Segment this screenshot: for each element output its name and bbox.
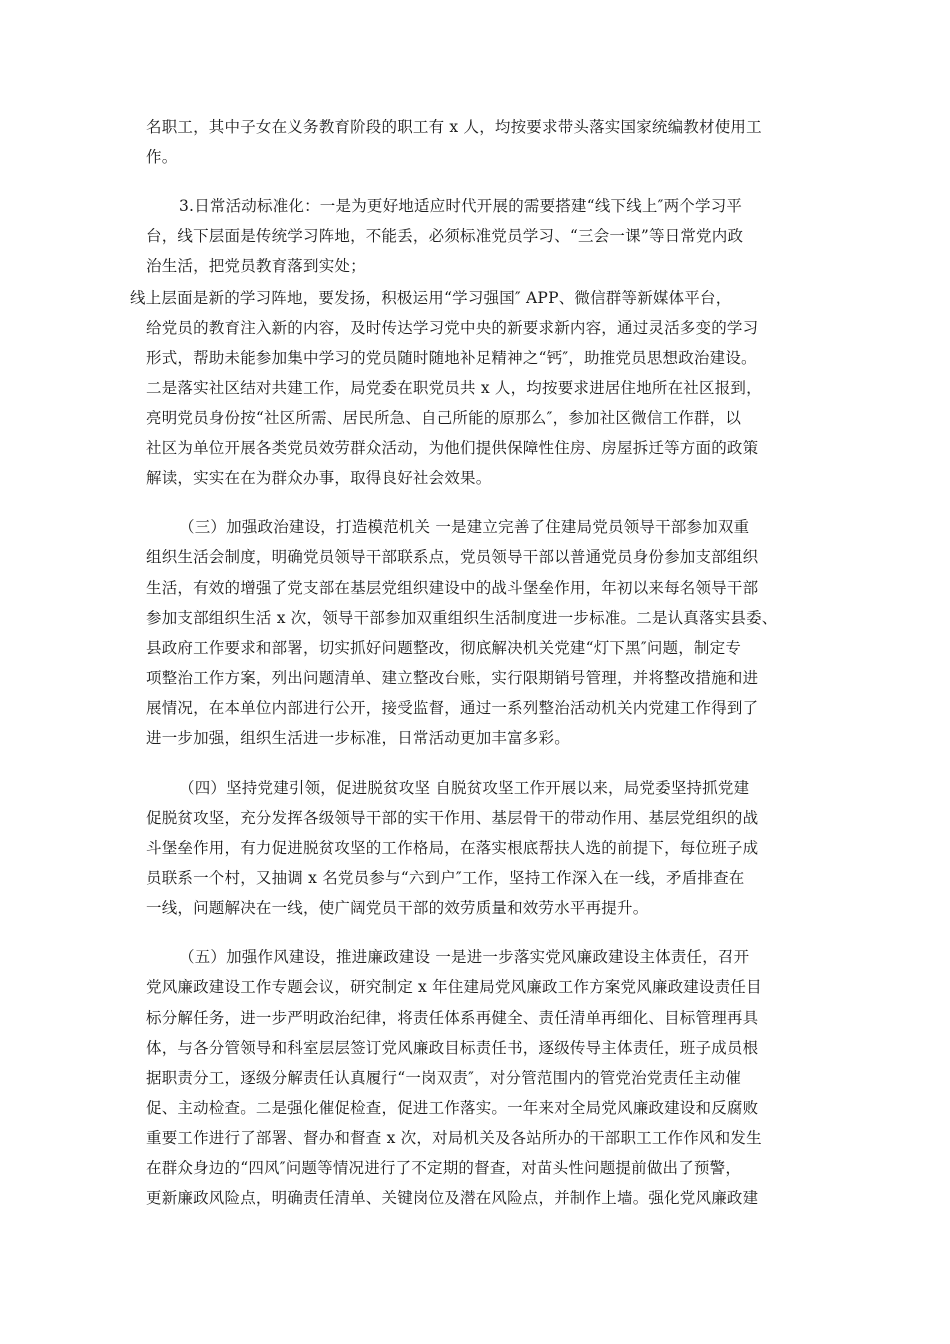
text-line: 体，与各分管领导和科室层层签订党风廉政目标责任书，逐级传导主体责任，班子成员根 bbox=[146, 1039, 759, 1057]
text-line: 参加支部组织生活 x 次，领导干部参加双重组织生活制度进一步标准。二是认真落实县委、 bbox=[146, 609, 778, 627]
text-line: （五）加强作风建设，推进廉政建设 一是进一步落实党风廉政建设主体责任，召开 bbox=[179, 948, 750, 966]
text-line: 项整治工作方案，列出问题清单、建立整改台账，实行限期销号管理，并将整改措施和进 bbox=[146, 669, 759, 687]
text-line: 斗堡垒作用，有力促进脱贫攻坚的工作格局，在落实根底帮扶人选的前提下，每位班子成 bbox=[146, 839, 759, 857]
text-line: 治生活，把党员教育落到实处； bbox=[146, 257, 366, 275]
text-line: 解读，实实在在为群众办事，取得良好社会效果。 bbox=[146, 469, 492, 487]
text-line: 台，线下层面是传统学习阵地，不能丢，必须标准党员学习、“三会一课”等日常党内政 bbox=[146, 227, 744, 245]
text-line: 在群众身边的“四风″问题等情况进行了不定期的督查，对苗头性问题提前做出了预警， bbox=[146, 1159, 742, 1177]
text-line: 作。 bbox=[146, 148, 178, 166]
text-line: 形式，帮助未能参加集中学习的党员随时随地补足精神之“钙″，助推党员思想政治建设。 bbox=[146, 349, 757, 367]
text-line: 组织生活会制度，明确党员领导干部联系点，党员领导干部以普通党员身份参加支部组织 bbox=[146, 548, 759, 566]
text-line: 促、主动检查。二是强化催促检查，促进工作落实。一年来对全局党风廉政建设和反腐败 bbox=[146, 1099, 759, 1117]
text-line: 二是落实社区结对共建工作，局党委在职党员共 x 人，均按要求进居住地所在社区报到， bbox=[146, 379, 762, 397]
text-line: （三）加强政治建设，打造模范机关 一是建立完善了住建局党员领导干部参加双重 bbox=[179, 518, 750, 536]
text-line: 促脱贫攻坚，充分发挥各级领导干部的实干作用、基层骨干的带动作用、基层党组织的战 bbox=[146, 809, 759, 827]
text-line: 一线，问题解决在一线，使广阔党员干部的效劳质量和效劳水平再提升。 bbox=[146, 899, 649, 917]
text-line: 县政府工作要求和部署，切实抓好问题整改，彻底解决机关党建“灯下黑″问题，制定专 bbox=[146, 639, 742, 657]
text-line: 生活，有效的增强了党支部在基层党组织建设中的战斗堡垒作用，年初以来每名领导干部 bbox=[146, 579, 759, 597]
text-line: 员联系一个村，又抽调 x 名党员参与“六到户″工作，坚持工作深入在一线，矛盾排查在 bbox=[146, 869, 745, 887]
text-line: 社区为单位开展各类党员效劳群众活动，为他们提供保障性住房、房屋拆迁等方面的政策 bbox=[146, 439, 759, 457]
text-line: 进一步加强，组织生活进一步标准，日常活动更加丰富多彩。 bbox=[146, 729, 570, 747]
text-line: 更新廉政风险点，明确责任清单、关键岗位及潜在风险点，并制作上墙。强化党风廉政建 bbox=[146, 1189, 759, 1207]
text-line: 党风廉政建设工作专题会议，研究制定 x 年住建局党风廉政工作方案党风廉政建设责任目 bbox=[146, 978, 762, 996]
text-line: 标分解任务，进一步严明政治纪律，将责任体系再健全、责任清单再细化、目标管理再具 bbox=[146, 1009, 759, 1027]
text-line: （四）坚持党建引领，促进脱贫攻坚 自脱贫攻坚工作开展以来，局党委坚持抓党建 bbox=[179, 779, 750, 797]
text-line: 线上层面是新的学习阵地，要发扬，积极运用“学习强国″ APP、微信群等新媒体平台， bbox=[130, 289, 732, 307]
text-line: 给党员的教育注入新的内容，及时传达学习党中央的新要求新内容，通过灵活多变的学习 bbox=[146, 319, 759, 337]
text-line: 重要工作进行了部署、督办和督查 x 次，对局机关及各站所办的干部职工工作作风和发生 bbox=[146, 1129, 762, 1147]
text-line: 亮明党员身份按“社区所需、居民所急、自己所能的原那么″，参加社区微信工作群，以 bbox=[146, 409, 742, 427]
text-line: 展情况，在本单位内部进行公开，接受监督，通过一系列整治活动机关内党建工作得到了 bbox=[146, 699, 759, 717]
text-line: 据职责分工，逐级分解责任认真履行“一岗双责″，对分管范围内的管党治党责任主动催 bbox=[146, 1069, 742, 1087]
text-line: 3.日常活动标准化：一是为更好地适应时代开展的需要搭建“线下线上″两个学习平 bbox=[179, 197, 743, 215]
text-line: 名职工，其中子女在义务教育阶段的职工有 x 人，均按要求带头落实国家统编教材使用工 bbox=[146, 118, 762, 136]
